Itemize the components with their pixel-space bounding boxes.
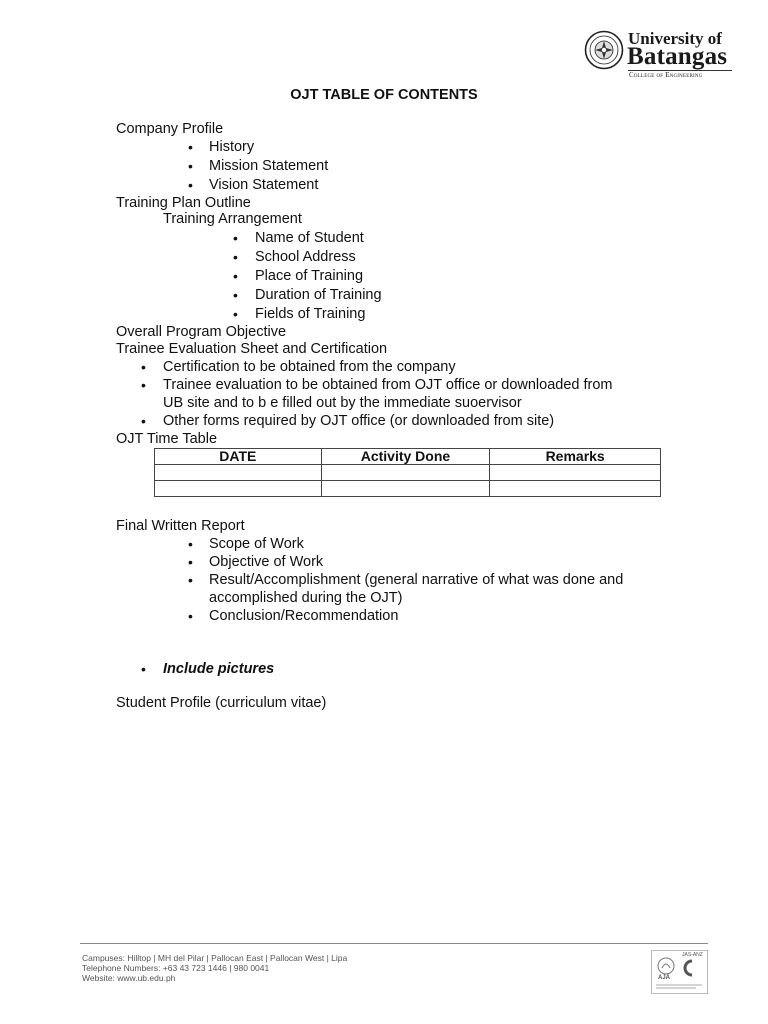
list-item: Name of Student: [255, 230, 364, 246]
list-item: Other forms required by OJT office (or downloaded from site): [163, 413, 555, 429]
section-final-report: Final Written Report: [116, 518, 245, 534]
list-item: Objective of Work: [209, 554, 324, 570]
bullet-icon: •: [233, 287, 238, 303]
bullet-icon: •: [233, 230, 238, 246]
table-cell: [490, 465, 661, 481]
table-cell: [490, 481, 661, 497]
column-header-activity: Activity Done: [321, 449, 490, 465]
university-logo: [584, 30, 744, 80]
list-item: Place of Training: [255, 268, 364, 284]
bullet-icon: •: [188, 177, 193, 193]
list-item: History: [209, 139, 255, 155]
table-cell: [155, 465, 322, 481]
section-training-plan: Training Plan Outline: [116, 195, 251, 211]
footer-telephone: Telephone Numbers: +63 43 723 1446 | 980 0041: [82, 963, 270, 973]
certification-badge: [651, 950, 708, 994]
bullet-icon: •: [141, 377, 146, 393]
bullet-icon: •: [188, 139, 193, 155]
university-seal-icon: [584, 30, 624, 70]
table-cell: [321, 481, 490, 497]
table-row: [155, 465, 661, 481]
footer-website: Website: www.ub.edu.ph: [82, 973, 176, 983]
list-item: Result/Accomplishment (general narrative of what was done and: [209, 572, 624, 588]
cert-label-top: JAS-ANZ: [682, 952, 703, 958]
table-row: [155, 481, 661, 497]
section-time-table: OJT Time Table: [116, 431, 218, 447]
list-item: Trainee evaluation to be obtained from OJT office or downloaded from: [163, 377, 613, 393]
list-item: Certification to be obtained from the company: [163, 359, 456, 375]
list-item-continuation: accomplished during the OJT): [209, 590, 403, 606]
page-title: OJT TABLE OF CONTENTS: [290, 87, 478, 103]
section-company-profile: Company Profile: [116, 121, 224, 137]
bullet-icon: •: [188, 158, 193, 174]
university-name-line1: University of: [628, 29, 722, 48]
list-item: Duration of Training: [255, 287, 382, 303]
section-overall-objective: Overall Program Objective: [116, 324, 287, 340]
bullet-icon: •: [188, 554, 193, 570]
column-header-date: DATE: [155, 449, 322, 465]
column-header-remarks: Remarks: [490, 449, 661, 465]
university-name-line2: Batangas: [627, 43, 728, 70]
subsection-training-arrangement: Training Arrangement: [163, 211, 302, 227]
list-item: Vision Statement: [209, 177, 319, 193]
cert-label-left: AJA: [658, 975, 671, 981]
footer-campuses: Campuses: Hilltop | MH del Pilar | Pallocan East | Pallocan West | Lipa: [82, 953, 348, 963]
bullet-icon: •: [188, 608, 193, 624]
list-item: Fields of Training: [255, 306, 366, 322]
bullet-icon: •: [141, 359, 146, 375]
list-item: School Address: [255, 249, 356, 265]
section-trainee-evaluation: Trainee Evaluation Sheet and Certification: [116, 341, 388, 357]
list-item-continuation: UB site and to b e filled out by the immediate suoervisor: [163, 395, 522, 411]
bullet-icon: •: [188, 572, 193, 588]
table-cell: [155, 481, 322, 497]
section-student-profile: Student Profile (curriculum vitae): [116, 695, 327, 711]
bullet-icon: •: [141, 413, 146, 429]
college-name: College of Engineering: [629, 71, 703, 79]
list-item: Conclusion/Recommendation: [209, 608, 399, 624]
ojt-time-table: [154, 448, 661, 497]
table-header-row: [155, 449, 661, 465]
include-pictures-note: Include pictures: [163, 661, 275, 677]
bullet-icon: •: [233, 268, 238, 284]
bullet-icon: •: [188, 536, 193, 552]
bullet-icon: •: [233, 306, 238, 322]
table-cell: [321, 465, 490, 481]
bullet-icon: •: [141, 661, 146, 677]
bullet-icon: •: [233, 249, 238, 265]
footer-divider: [80, 943, 708, 944]
list-item: Mission Statement: [209, 158, 329, 174]
list-item: Scope of Work: [209, 536, 304, 552]
